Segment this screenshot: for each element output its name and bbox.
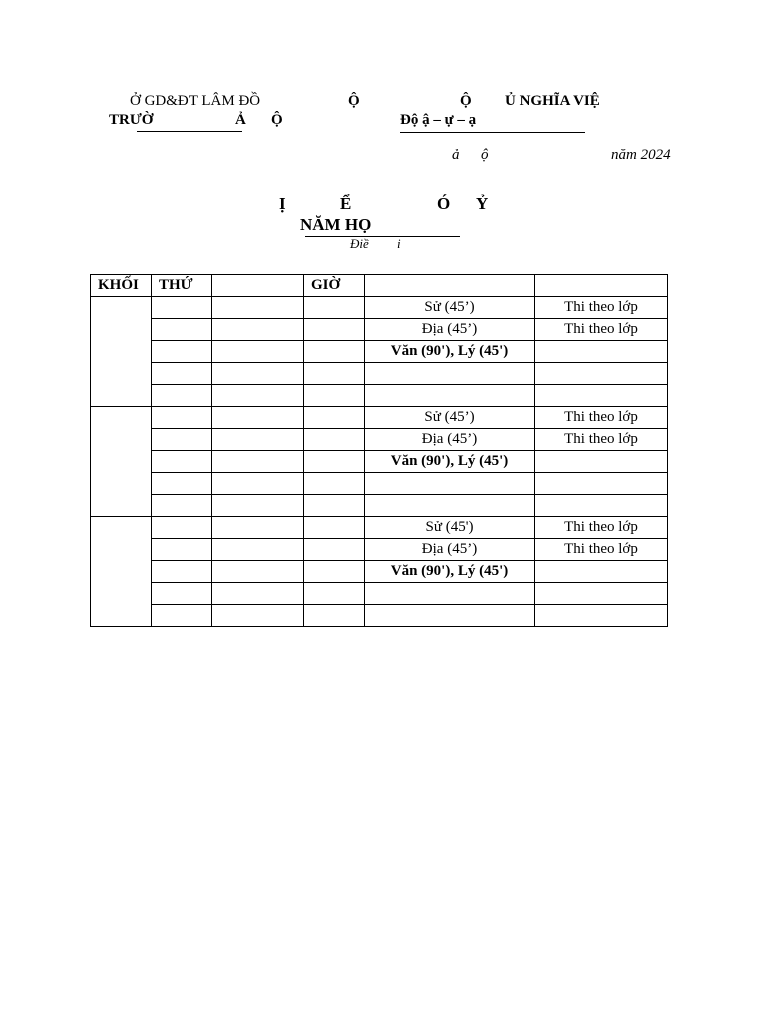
- time-cell: [304, 495, 365, 517]
- subject-cell: [365, 363, 535, 385]
- department-name: Ở GD&ĐT LÂM ĐỒ: [130, 93, 261, 109]
- header-note: [535, 275, 668, 297]
- note-cell: [535, 473, 668, 495]
- day-cell: [152, 561, 212, 583]
- note-cell: [535, 583, 668, 605]
- title-part-1: Ị: [279, 194, 286, 213]
- time-cell: [304, 561, 365, 583]
- subject-cell: Văn (90'), Lý (45'): [365, 341, 535, 363]
- day-cell: [152, 583, 212, 605]
- date-cell: [212, 473, 304, 495]
- title-underline: [305, 236, 460, 237]
- time-cell: [304, 605, 365, 627]
- title-part-2: Ể: [340, 194, 352, 213]
- note-cell: [535, 385, 668, 407]
- table-row: [91, 473, 668, 495]
- time-cell: [304, 429, 365, 451]
- date-cell: [212, 583, 304, 605]
- day-cell: [152, 539, 212, 561]
- time-cell: [304, 473, 365, 495]
- school-underline: [137, 131, 242, 132]
- title-part-4: Ỷ: [476, 194, 489, 213]
- republic-heading-part-1: Ộ: [348, 93, 360, 109]
- title-part-3: Ó: [437, 194, 451, 213]
- time-cell: [304, 385, 365, 407]
- note-cell: [535, 561, 668, 583]
- subject-cell: [365, 583, 535, 605]
- time-cell: [304, 583, 365, 605]
- grade-cell: [91, 297, 152, 407]
- table-row: [91, 517, 668, 539]
- day-cell: [152, 363, 212, 385]
- table-row: [91, 297, 668, 319]
- table-row: [91, 539, 668, 561]
- day-cell: [152, 407, 212, 429]
- day-cell: [152, 429, 212, 451]
- time-cell: [304, 451, 365, 473]
- date-part-1: ả: [452, 147, 460, 163]
- republic-heading-part-2: Ộ: [460, 93, 472, 109]
- note-cell: Thi theo lớp: [535, 407, 668, 429]
- day-cell: [152, 297, 212, 319]
- subject-cell: Sử (45'): [365, 517, 535, 539]
- school-name-part-1: Ả: [235, 112, 246, 128]
- date-year: năm 2024: [611, 147, 671, 163]
- table-row: [91, 363, 668, 385]
- header-date: [212, 275, 304, 297]
- note-cell: Thi theo lớp: [535, 539, 668, 561]
- subject-cell: Sử (45’): [365, 407, 535, 429]
- table-row: [91, 341, 668, 363]
- note-cell: Thi theo lớp: [535, 517, 668, 539]
- date-cell: [212, 605, 304, 627]
- day-cell: [152, 605, 212, 627]
- motto-underline: [400, 132, 585, 133]
- time-cell: [304, 319, 365, 341]
- table-row: [91, 385, 668, 407]
- date-cell: [212, 341, 304, 363]
- table-row: [91, 583, 668, 605]
- time-cell: [304, 363, 365, 385]
- table-row: [91, 407, 668, 429]
- time-cell: [304, 341, 365, 363]
- subject-cell: Địa (45’): [365, 539, 535, 561]
- grade-cell: [91, 407, 152, 517]
- subject-cell: Văn (90'), Lý (45'): [365, 561, 535, 583]
- date-cell: [212, 385, 304, 407]
- table-row: [91, 561, 668, 583]
- subject-cell: [365, 605, 535, 627]
- date-cell: [212, 495, 304, 517]
- note-cell: [535, 605, 668, 627]
- day-cell: [152, 473, 212, 495]
- date-cell: [212, 451, 304, 473]
- date-cell: [212, 429, 304, 451]
- subject-cell: [365, 385, 535, 407]
- subtitle-part-1: Điề: [350, 236, 369, 251]
- header-time: GIỜ: [304, 275, 365, 297]
- day-cell: [152, 341, 212, 363]
- note-cell: Thi theo lớp: [535, 319, 668, 341]
- time-cell: [304, 539, 365, 561]
- table-row: [91, 429, 668, 451]
- date-part-2: ộ: [481, 147, 489, 163]
- day-cell: [152, 495, 212, 517]
- day-cell: [152, 517, 212, 539]
- date-cell: [212, 539, 304, 561]
- date-cell: [212, 517, 304, 539]
- subject-cell: Địa (45’): [365, 319, 535, 341]
- school-year-title: NĂM HỌ: [300, 215, 372, 234]
- grade-cell: [91, 517, 152, 627]
- date-cell: [212, 407, 304, 429]
- day-cell: [152, 451, 212, 473]
- day-cell: [152, 319, 212, 341]
- exam-schedule-table: [90, 274, 668, 627]
- table-row: [91, 319, 668, 341]
- day-cell: [152, 385, 212, 407]
- time-cell: [304, 297, 365, 319]
- table-row: [91, 495, 668, 517]
- motto: Độ ậ – ự – ạ: [400, 112, 477, 128]
- subject-cell: [365, 495, 535, 517]
- date-cell: [212, 363, 304, 385]
- header-subject: [365, 275, 535, 297]
- subtitle-part-2: i: [397, 236, 401, 251]
- table-header-row: [91, 275, 668, 297]
- subject-cell: Sử (45’): [365, 297, 535, 319]
- note-cell: Thi theo lớp: [535, 297, 668, 319]
- note-cell: [535, 451, 668, 473]
- subject-cell: Địa (45’): [365, 429, 535, 451]
- date-cell: [212, 319, 304, 341]
- note-cell: [535, 341, 668, 363]
- time-cell: [304, 407, 365, 429]
- table-row: [91, 605, 668, 627]
- header-day: THỨ: [152, 275, 212, 297]
- date-cell: [212, 561, 304, 583]
- republic-heading-part-3: Ủ NGHĨA VIỆ: [505, 93, 600, 109]
- note-cell: [535, 495, 668, 517]
- note-cell: Thi theo lớp: [535, 429, 668, 451]
- school-label: TRƯỜ: [109, 112, 154, 128]
- note-cell: [535, 363, 668, 385]
- time-cell: [304, 517, 365, 539]
- school-name-part-2: Ộ: [271, 112, 283, 128]
- date-cell: [212, 297, 304, 319]
- subject-cell: [365, 473, 535, 495]
- header-grade: KHỐI: [91, 275, 152, 297]
- table-row: [91, 451, 668, 473]
- subject-cell: Văn (90'), Lý (45'): [365, 451, 535, 473]
